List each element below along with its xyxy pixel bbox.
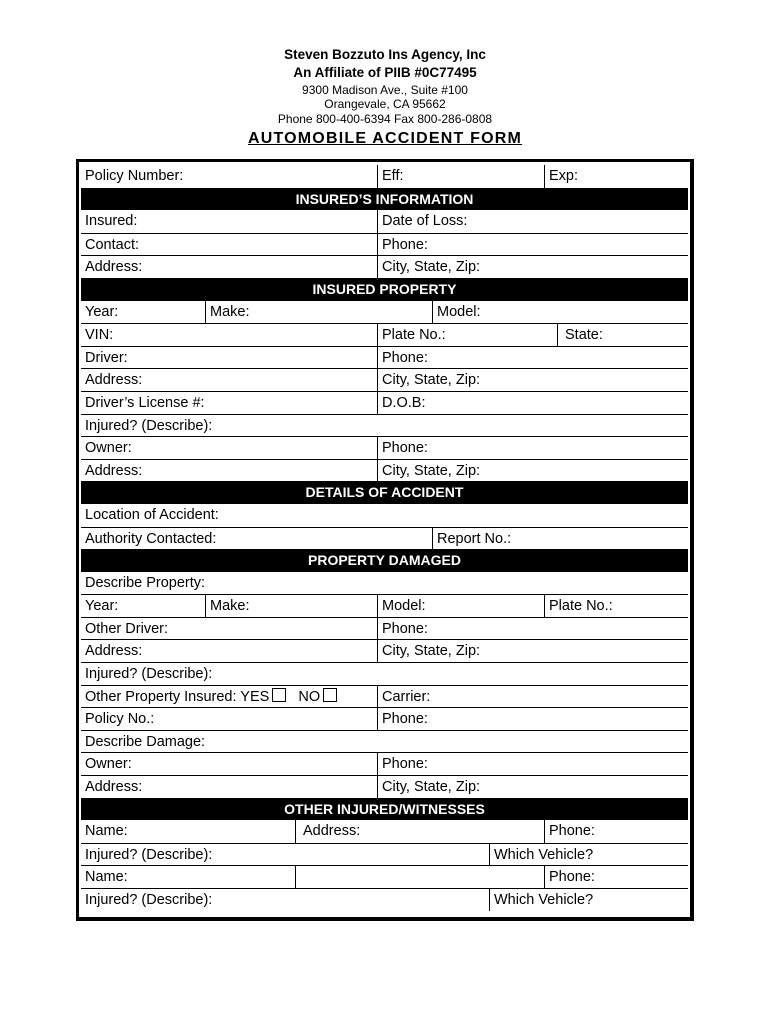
plate-no-field[interactable]: Plate No.: <box>377 324 557 346</box>
license-row <box>81 391 688 414</box>
policy-number-field[interactable]: Policy Number: <box>85 168 184 184</box>
describe-property-row <box>81 572 688 595</box>
section-details-of-accident: DETAILS OF ACCIDENT <box>81 481 688 504</box>
exp-field[interactable]: Exp: <box>544 165 688 188</box>
owner-field[interactable]: Owner: <box>85 440 132 457</box>
report-no-field[interactable]: Report No.: <box>432 528 688 550</box>
damaged-owner-field[interactable]: Owner: <box>85 756 132 773</box>
other-policy-no-field[interactable]: Policy No.: <box>85 711 155 728</box>
damaged-owner-phone-field[interactable]: Phone: <box>377 753 688 775</box>
accident-form <box>81 165 688 911</box>
other-property-insured-group <box>81 686 377 708</box>
section-insured-information: INSURED’S INFORMATION <box>81 188 688 211</box>
section-insured-property: INSURED PROPERTY <box>81 278 688 301</box>
section-other-injured-witnesses: OTHER INJURED/WITNESSES <box>81 798 688 821</box>
owner-phone-field[interactable]: Phone: <box>377 437 688 459</box>
owner-city-state-zip-field[interactable]: City, State, Zip: <box>377 460 688 482</box>
driver-field[interactable]: Driver: <box>85 349 128 366</box>
describe-damage-field[interactable]: Describe Damage: <box>85 733 206 750</box>
driver-injured-field[interactable]: Injured? (Describe): <box>85 417 213 434</box>
witness-2-injured-field[interactable]: Injured? (Describe): <box>85 892 213 908</box>
location-row <box>81 504 688 527</box>
driver-city-state-zip-field[interactable]: City, State, Zip: <box>377 369 688 391</box>
describe-damage-row <box>81 730 688 753</box>
owner-address-field[interactable]: Address: <box>85 462 143 479</box>
insured-address-field[interactable]: Address: <box>85 259 143 276</box>
other-driver-address-row <box>81 639 688 662</box>
other-injured-field[interactable]: Injured? (Describe): <box>85 666 213 683</box>
witness-2-vehicle-field[interactable]: Which Vehicle? <box>489 889 688 911</box>
section-property-damaged: PROPERTY DAMAGED <box>81 549 688 572</box>
witness-2-address-field[interactable] <box>295 866 544 888</box>
carrier-field[interactable]: Carrier: <box>377 686 688 708</box>
contact-row <box>81 233 688 256</box>
damaged-plate-no-field[interactable]: Plate No.: <box>544 595 688 617</box>
affiliate-line: An Affiliate of PIIB #0C77495 <box>293 65 477 80</box>
other-driver-city-state-zip-field[interactable]: City, State, Zip: <box>377 640 688 662</box>
other-driver-field[interactable]: Other Driver: <box>85 620 168 637</box>
date-of-loss-field[interactable]: Date of Loss: <box>377 210 688 233</box>
other-injured-row <box>81 662 688 685</box>
form-title: AUTOMOBILE ACCIDENT FORM <box>247 130 523 147</box>
vehicle-make-field[interactable]: Make: <box>205 301 432 324</box>
policy-row <box>81 165 688 188</box>
authority-row <box>81 527 688 550</box>
yes-checkbox[interactable] <box>272 688 286 702</box>
damaged-model-field[interactable]: Model: <box>377 595 544 617</box>
authority-contacted-field[interactable]: Authority Contacted: <box>85 530 217 547</box>
damaged-owner-address-field[interactable]: Address: <box>85 779 143 796</box>
insured-row <box>81 210 688 233</box>
vehicle-year-field[interactable]: Year: <box>85 303 119 320</box>
vin-row <box>81 323 688 346</box>
vehicle-year-row <box>81 301 688 324</box>
other-driver-phone-field[interactable]: Phone: <box>377 618 688 640</box>
other-property-insured-label: Other Property Insured: <box>85 688 237 705</box>
address-line-1: 9300 Madison Ave., Suite #100 <box>302 83 468 97</box>
policy-no-row <box>81 707 688 730</box>
driver-address-field[interactable]: Address: <box>85 372 143 389</box>
witness-2-name-field[interactable]: Name: <box>85 869 128 886</box>
no-label: NO <box>298 688 321 705</box>
plate-state-field[interactable]: State: <box>557 324 688 346</box>
yes-label: YES <box>240 688 270 705</box>
address-line-2: Orangevale, CA 95662 <box>324 97 446 111</box>
witness-2-phone-field[interactable]: Phone: <box>544 866 688 888</box>
witness-1-row <box>81 820 688 843</box>
witness-1-address-field[interactable]: Address: <box>295 820 544 843</box>
witness-2-row <box>81 865 688 888</box>
witness-1-injured-row <box>81 843 688 866</box>
insured-city-state-zip-field[interactable]: City, State, Zip: <box>377 256 688 278</box>
damaged-owner-city-state-zip-field[interactable]: City, State, Zip: <box>377 776 688 798</box>
owner-row <box>81 436 688 459</box>
phone-fax-line: Phone 800-400-6394 Fax 800-286-0808 <box>277 111 493 126</box>
agency-name: Steven Bozzuto Ins Agency, Inc <box>284 47 486 62</box>
drivers-license-field[interactable]: Driver’s License #: <box>85 394 205 411</box>
no-checkbox[interactable] <box>323 688 337 702</box>
vehicle-model-field[interactable]: Model: <box>432 301 688 324</box>
driver-row <box>81 346 688 369</box>
vin-field[interactable]: VIN: <box>85 327 114 344</box>
other-driver-row <box>81 617 688 640</box>
other-policy-phone-field[interactable]: Phone: <box>377 708 688 730</box>
location-of-accident-field[interactable]: Location of Accident: <box>85 506 219 523</box>
witness-1-vehicle-field[interactable]: Which Vehicle? <box>489 844 688 866</box>
damaged-year-row <box>81 594 688 617</box>
other-driver-address-field[interactable]: Address: <box>85 643 143 660</box>
insured-address-row <box>81 255 688 278</box>
damaged-year-field[interactable]: Year: <box>85 598 119 615</box>
witness-1-phone-field[interactable]: Phone: <box>544 820 688 843</box>
witness-1-name-field[interactable]: Name: <box>85 823 128 840</box>
witness-2-injured-row <box>81 888 688 911</box>
describe-property-field[interactable]: Describe Property: <box>85 574 206 591</box>
damaged-owner-address-row <box>81 775 688 798</box>
dob-field[interactable]: D.O.B: <box>377 392 688 414</box>
driver-phone-field[interactable]: Phone: <box>377 347 688 369</box>
insured-phone-field[interactable]: Phone: <box>377 234 688 256</box>
eff-field[interactable]: Eff: <box>377 165 544 188</box>
driver-injured-row <box>81 414 688 437</box>
driver-address-row <box>81 368 688 391</box>
owner-address-row <box>81 459 688 482</box>
contact-field[interactable]: Contact: <box>85 236 139 253</box>
witness-1-injured-field[interactable]: Injured? (Describe): <box>85 846 213 863</box>
insured-field[interactable]: Insured: <box>85 213 138 230</box>
damaged-owner-row <box>81 752 688 775</box>
other-property-insured-row <box>81 685 688 708</box>
damaged-make-field[interactable]: Make: <box>205 595 377 617</box>
